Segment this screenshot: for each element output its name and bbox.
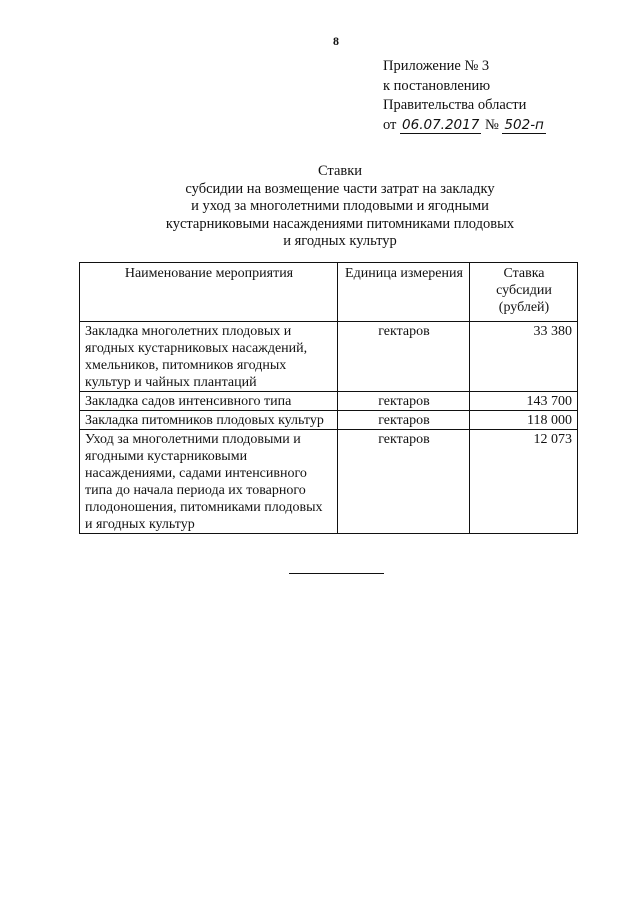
- appendix-date-number-line: [383, 116, 546, 136]
- closing-separator-line: [289, 573, 384, 574]
- header-unit: [338, 263, 470, 322]
- table-row: [80, 411, 578, 430]
- appendix-block: [383, 57, 546, 135]
- handwritten-number: 502-п: [504, 116, 544, 133]
- row-rate: 33 380: [470, 322, 578, 392]
- appendix-title: Приложение № 3: [383, 58, 490, 74]
- table-header-row: [80, 263, 578, 322]
- table-row: [80, 392, 578, 411]
- table-row: [80, 430, 578, 534]
- row-rate: 12 073: [470, 430, 578, 534]
- row-activity-name: Закладка садов интенсивного типа: [80, 392, 338, 411]
- header-activity-name: [80, 263, 338, 322]
- header-rate: [470, 263, 578, 322]
- title-line: Ставки: [317, 163, 363, 179]
- header-rate-text: Ставка субсидии (рублей): [496, 266, 552, 315]
- row-activity-name: Уход за многолетними плодовыми и ягодными кустарниковыми насаждениями, садами интенсивного типа до начала периода их товарного плодоношения, питомниками плодовых и ягодных культур: [80, 430, 338, 534]
- number-prefix: №: [484, 116, 499, 133]
- document-title: [120, 163, 560, 251]
- handwritten-date: 06.07.2017: [402, 116, 480, 133]
- header-unit-text: Единица измерения: [345, 266, 463, 281]
- title-line: и ягодных культур: [283, 233, 397, 249]
- row-unit: гектаров: [338, 322, 470, 392]
- table-row: [80, 322, 578, 392]
- header-activity-name-text: Наименование мероприятия: [124, 266, 294, 281]
- row-activity-name: Закладка питомников плодовых культур: [80, 411, 338, 430]
- row-unit: гектаров: [338, 392, 470, 411]
- row-unit: гектаров: [338, 411, 470, 430]
- row-unit: гектаров: [338, 430, 470, 534]
- appendix-resolution: к постановлению: [383, 77, 491, 94]
- page-number: 8: [333, 34, 339, 48]
- row-rate: 118 000: [470, 411, 578, 430]
- title-line: субсидии на возмещение части затрат на закладку: [185, 180, 495, 197]
- row-rate: 143 700: [470, 392, 578, 411]
- row-activity-name: Закладка многолетних плодовых и ягодных кустарниковых насаждений, хмельников, питомников ягодных культур и чайных плантаций: [80, 322, 338, 392]
- appendix-government: Правительства области: [383, 97, 527, 113]
- title-line: и уход за многолетними плодовыми и ягодными: [191, 198, 489, 214]
- subsidy-rates-table: [79, 262, 578, 534]
- from-prefix: от: [383, 116, 397, 133]
- title-line: кустарниковыми насаждениями питомниками плодовых: [165, 215, 515, 232]
